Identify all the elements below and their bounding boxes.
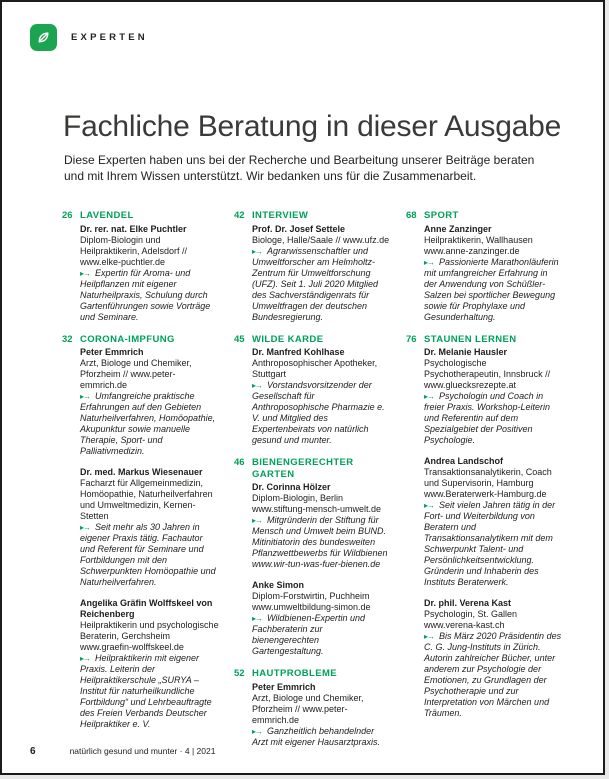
expert-section [406,334,563,720]
expert-note-text: Wildbienen-Expertin und Fachberaterin zur bienengerechten Gartengestaltung. [252,613,365,656]
expert-info: Psychologin, St. Gallen www.verena-kast.ch [424,609,518,630]
expert-info: Arzt, Biologe und Chemiker, Pforzheim // www.peter-emmrich.de [80,358,192,390]
expert-note [80,391,219,457]
footer-magazine-line: natürlich gesund und munter · 4 | 2021 [69,746,216,756]
section-body [406,347,563,719]
expert-name: Dr. rer. nat. Elke Puchtler [80,223,187,234]
expert-entry [80,347,219,457]
expert-info: Facharzt für Allgemeinmedizin, Homöopathie, Naturheilverfahren und Umweltmedizin, Kernen-Stetten [80,478,213,521]
expert-entry [80,224,219,323]
expert-note [424,257,563,323]
expert-note-text: Heilpraktikerin mit eigener Praxis. Leiterin der Heilpraktikerschule „SURYA – Institut für naturheilkundliche Fortbildung“ und Lehrbeauftragte des Freien Verbands Deutscher Heilpraktiker e. V. [80,653,212,729]
column-1 [62,210,219,759]
kicker-label: EXPERTEN [71,32,148,43]
intro-text: Diese Experten haben uns bei der Recherche und Bearbeitung unserer Beiträge beraten und mit Ihrem Wissen unterstützt. Wir bedanken uns für die Zusammenarbeit. [64,153,535,183]
expert-name: Peter Emmrich [252,681,316,692]
expert-note-text: Seit mehr als 30 Jahren in eigener Praxis tätig. Fachautor und Referent für Seminare und Fortbildungen mit den Schwerpunkten Homöopathie und Naturheilverfahren. [80,522,216,587]
expert-entry [80,467,219,588]
expert-name: Andrea Landschof [424,456,504,466]
expert-info: Diplom-Biologin, Berlin www.stiftung-mensch-umwelt.de [252,493,382,514]
expert-info: Heilpraktikerin und psychologische Beraterin, Gerchsheim www.graefin-wolffskeel.de [80,620,219,652]
expert-name: Dr. phil. Verena Kast [424,598,512,608]
arrow-icon: ▸→ [424,501,435,510]
expert-entry [252,682,391,748]
expert-note [252,515,391,570]
expert-section [234,457,391,657]
expert-section [234,334,391,447]
section-title: CORONA-IMPFUNG [80,333,175,345]
section-heading [406,210,563,222]
section-title: STAUNEN LERNEN [424,333,517,345]
section-heading [234,668,391,680]
section-heading [234,210,391,222]
section-page-number: 68 [406,210,417,221]
expert-note [252,246,391,323]
expert-note-text: Expertin für Aroma- und Heilpflanzen mit eigener Naturheilpraxis, Schulung durch Gartenführungen sowie Vorträge und Seminare. [80,267,211,322]
section-page-number: 32 [62,333,73,345]
arrow-icon: ▸→ [80,392,91,401]
expert-note [252,613,391,657]
expert-note-text: Umfangreiche praktische Erfahrungen auf den Gebieten Naturheilverfahren, Homöopathie, Akupunktur sowie manuelle Therapie, Sport- und Palliativmedizin. [80,391,216,456]
section-body [62,224,219,323]
expert-note-text: Mitgründerin der Stiftung für Mensch und Umwelt beim BUND. Mitinitiatorin des bundesweiten Pflanzwettbewerbs für Wildbienen www.wir-tun-was-fuer-bienen.de [252,515,388,569]
expert-entry [252,224,391,323]
section-heading [62,210,219,222]
expert-note-text: Bis März 2020 Präsidentin des C. G. Jung-Instituts in Zürich. Autorin zahlreicher Bücher, unter anderem zur Psychologie der Emotionen, zu Grundlagen der Psychotherapie und zur Interpretation von Märchen und Träumen. [424,631,562,718]
expert-entry [252,347,391,446]
column-2 [234,210,391,759]
arrow-icon: ▸→ [252,381,263,390]
expert-note [80,268,219,323]
expert-name: Dr. Melanie Hausler [424,347,508,357]
arrow-icon: ▸→ [80,654,91,663]
arrow-icon: ▸→ [252,726,263,736]
expert-name: Angelika Gräfin Wolffskeel von Reichenberg [80,598,213,619]
section-title: BIENENGERECHTER GARTEN [252,457,354,480]
column-3 [406,210,563,759]
section-heading [62,334,219,346]
arrow-icon: ▸→ [252,614,263,623]
expert-info: Heilpraktikerin, Wallhausen www.anne-zanzinger.de [424,234,533,256]
page-title: Fachliche Beratung in dieser Ausgabe [63,110,562,143]
expert-entry [252,482,391,570]
arrow-icon: ▸→ [424,257,435,267]
expert-name: Peter Emmrich [80,347,144,357]
section-body [234,347,391,446]
expert-info: Diplom-Forstwirtin, Puchheim www.umweltbildung-simon.de [252,591,371,612]
section-body [406,224,563,323]
section-body [234,482,391,657]
arrow-icon: ▸→ [80,268,91,278]
expert-entry [424,456,563,588]
expert-note-text: Ganzheitlich behandelnder Arzt mit eigener Hausarztpraxis. [252,725,381,747]
expert-entry [424,598,563,719]
page-footer [30,746,215,757]
section-body [234,224,391,323]
expert-note [252,726,391,748]
expert-section [62,210,219,323]
section-body [62,347,219,730]
expert-info: Transaktionsanalytikerin, Coach und Supervisorin, Hamburg www.Beraterwerk-Hamburg.de [424,467,552,499]
section-title: WILDE KARDE [252,333,324,345]
section-title: LAVENDEL [80,210,134,221]
expert-note [424,500,563,588]
section-title: SPORT [424,210,459,221]
expert-note [424,391,563,446]
expert-section [234,668,391,748]
section-page-number: 46 [234,457,245,468]
expert-info: Biologe, Halle/Saale // www.ufz.de [252,234,390,245]
section-page-number: 26 [62,210,73,221]
expert-name: Dr. Manfred Kohlhase [252,347,345,357]
section-heading [234,334,391,346]
arrow-icon: ▸→ [80,523,91,532]
footer-page-number: 6 [30,746,36,757]
expert-note [80,653,219,730]
expert-info: Arzt, Biologe und Chemiker, Pforzheim // www.peter-emmrich.de [252,692,364,725]
expert-note [80,522,219,588]
arrow-icon: ▸→ [424,392,435,401]
expert-entry [424,224,563,323]
expert-name: Dr. med. Markus Wiesenauer [80,467,203,477]
expert-entry [80,598,219,730]
expert-note [424,631,563,719]
expert-note-text: Passionierte Marathonläuferin mit umfangreicher Erfahrung in der Anwendung von Schüßler-Salzen bei sportlicher Bewegung sowie für Prophylaxe und Gesunderhaltung. [424,256,559,322]
section-kicker [30,24,148,51]
section-heading [234,457,391,480]
arrow-icon: ▸→ [424,632,435,641]
expert-name: Anke Simon [252,580,305,590]
expert-section [234,210,391,323]
expert-name: Prof. Dr. Josef Settele [252,223,346,234]
expert-note-text: Psychologin und Coach in freier Praxis. Workshop-Leiterin und Referentin auf dem Spezialgebiet der Positiven Psychologie. [424,391,551,445]
expert-section [62,334,219,731]
expert-info: Anthroposophischer Apotheker, Stuttgart [252,358,378,379]
expert-entry [252,580,391,657]
section-page-number: 76 [406,333,417,345]
section-title: INTERVIEW [252,210,309,221]
section-title: HAUTPROBLEME [252,668,338,679]
expert-note-text: Seit vielen Jahren tätig in der Fort- und Weiterbildung von Beratern und Transaktionsanalytikern mit dem Schwerpunkt Talent- und Persönlichkeitsentwicklung. Gründerin und Inhaberin des Instituts Beraterwerk. [424,500,556,587]
expert-info: Diplom-Biologin und Heilpraktikerin, Adelsdorf // www.elke-puchtler.de [80,234,188,267]
expert-name: Dr. Corinna Hölzer [252,482,331,492]
section-page-number: 42 [234,210,245,221]
arrow-icon: ▸→ [252,246,263,256]
section-body [234,682,391,748]
section-page-number: 45 [234,333,245,345]
leaf-icon [30,24,57,51]
expert-note-text: Agrarwissenschaftler und Umweltforscher am Helmholtz-Zentrum für Umweltforschung (UFZ). Seit 1. Juli 2020 Mitglied des Sachverständigenrats für Umweltfragen der deutschen Bundesregierung. [252,245,379,322]
experts-columns [62,210,562,759]
expert-info: Psychologische Psychotherapeutin, Innsbruck // www.gluecksrezepte.at [424,358,551,390]
expert-name: Anne Zanzinger [424,223,492,234]
expert-entry [424,347,563,446]
expert-note-text: Vorstandsvorsitzender der Gesellschaft für Anthroposophische Pharmazie e. V. und Mitglied des Expertenbeirats von natürlich gesund und munter. [252,380,385,445]
section-heading [406,334,563,346]
expert-section [406,210,563,323]
section-page-number: 52 [234,668,245,679]
arrow-icon: ▸→ [252,516,263,525]
expert-note [252,380,391,446]
